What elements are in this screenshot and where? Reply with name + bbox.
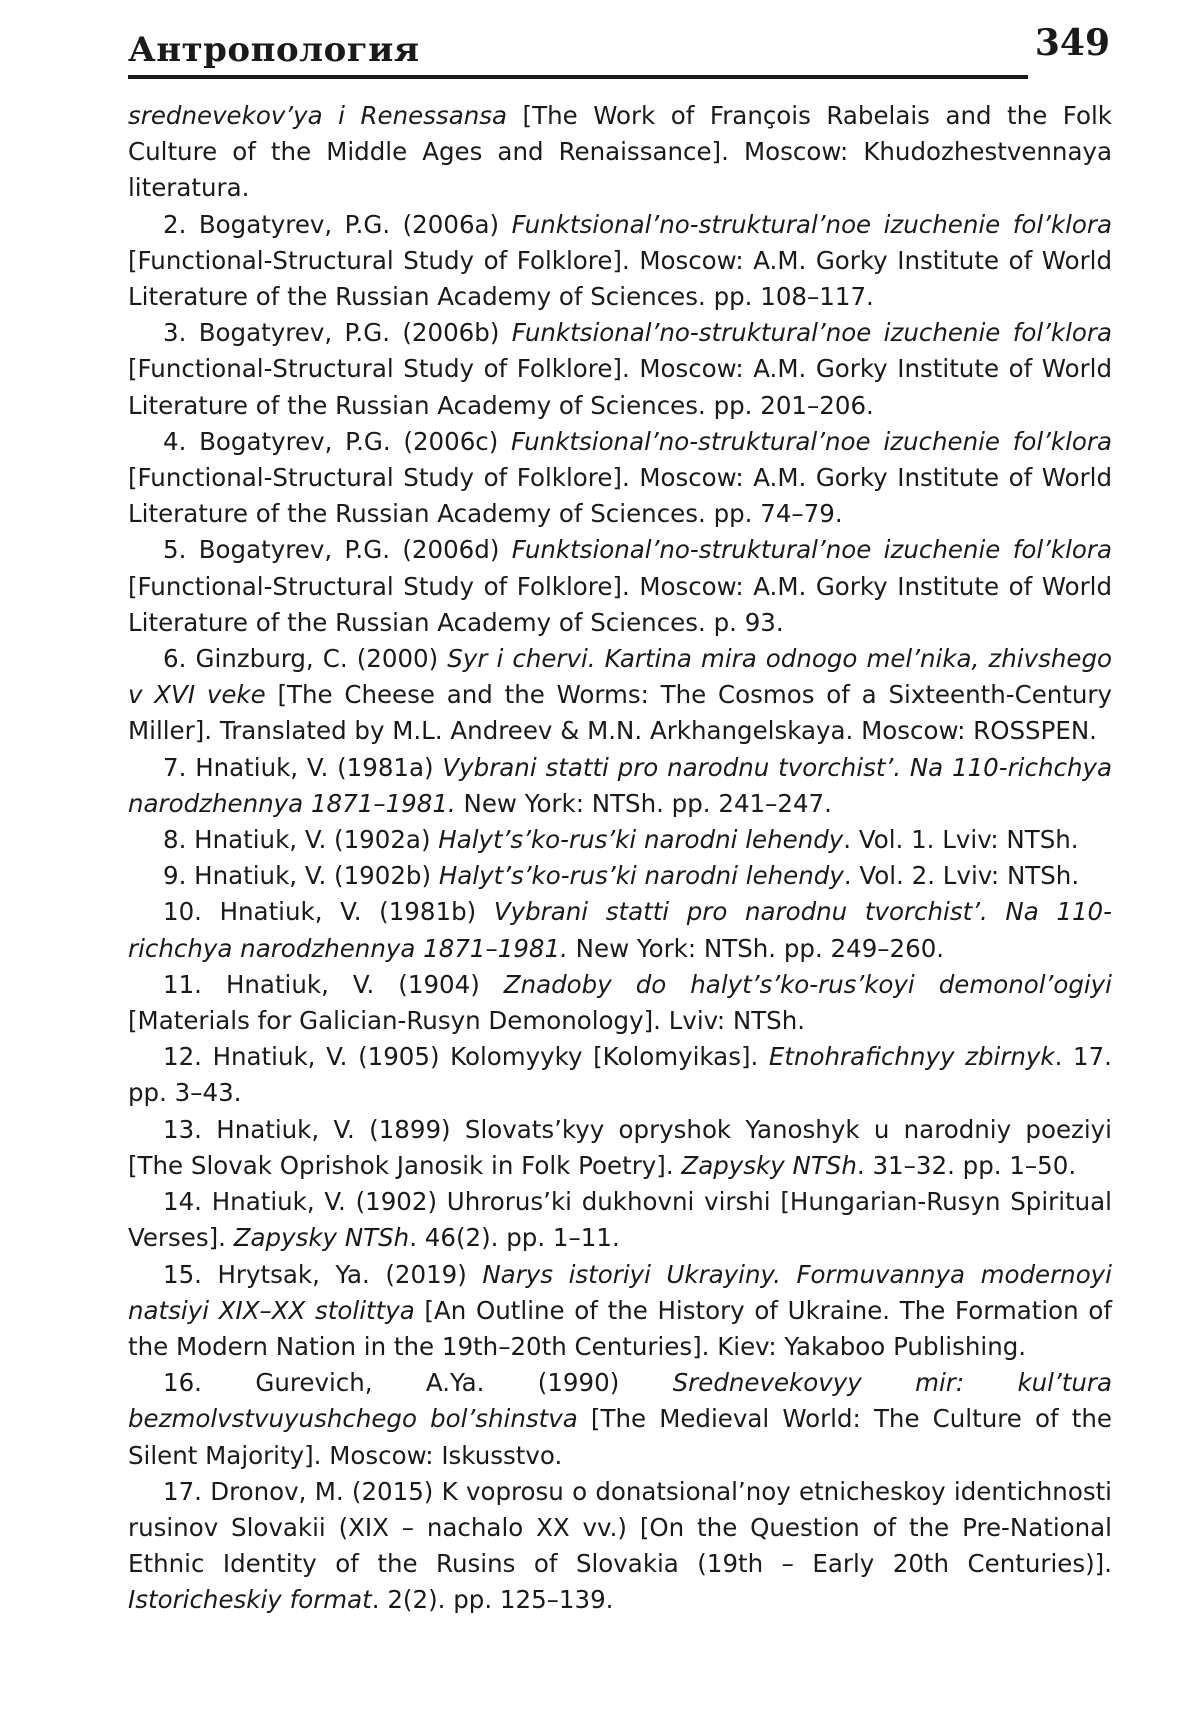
reference-entry xyxy=(128,1184,1112,1256)
reference-author: Bogatyrev, P.G. (2006a) xyxy=(186,209,512,239)
reference-title: Halyt’s’ko-rus’ki narodni lehendy xyxy=(438,825,844,855)
reference-entry xyxy=(128,641,1112,750)
reference-number: 10. xyxy=(163,897,202,927)
reference-number: 9. xyxy=(163,861,187,891)
reference-number: 5. xyxy=(163,535,187,565)
reference-entry xyxy=(128,1039,1112,1111)
reference-author: Hnatiuk, V. (1904) xyxy=(201,969,504,999)
reference-author: Bogatyrev, P.G. (2006c) xyxy=(186,426,512,456)
reference-entry xyxy=(128,1474,1112,1619)
reference-entry xyxy=(128,315,1112,424)
page-number: 349 xyxy=(1034,22,1110,64)
reference-author: Gurevich, A.Ya. (1990) xyxy=(201,1368,673,1398)
reference-title: Funktsional’no-struktural’noe izuchenie fol’klora xyxy=(511,318,1112,348)
reference-number: 15. xyxy=(163,1259,202,1289)
reference-author: Hnatiuk, V. (1905) Kolomyyky [Kolomyikas]. xyxy=(201,1042,769,1072)
reference-author: Hnatiuk, V. (1902) Uhrorus’ki dukhovni virshi [Hungarian-Rusyn Spiritual Verses]. xyxy=(128,1187,1112,1253)
reference-number: 8. xyxy=(163,825,187,855)
reference-details: . 31–32. pp. 1–50. xyxy=(856,1150,1077,1180)
reference-title: Vybrani statti pro narodnu tvorchist’. Na 110-richchya narodzhennya 1871–1981. xyxy=(128,897,1112,963)
reference-number: 2. xyxy=(163,209,187,239)
reference-title: Narys istoriyi Ukrayiny. Formuvannya modernoyi natsiyi XIX–XX stolittya xyxy=(128,1259,1112,1325)
reference-details: [The Work of François Rabelais and the Folk Culture of the Middle Ages and Renaissance]. Moscow: Khudozhestvennaya literatura. xyxy=(128,101,1112,203)
reference-details: [The Cheese and the Worms: The Cosmos of a Sixteenth-Century Miller]. Translated by M.L. Andreev & M.N. Arkhangelskaya. Moscow: ROSSPEN. xyxy=(128,680,1112,746)
reference-details: [Functional-Structural Study of Folklore]. Moscow: A.M. Gorky Institute of World Literature of the Russian Academy of Sciences. pp. 74–79. xyxy=(128,463,1112,529)
reference-title: Zapysky NTSh xyxy=(233,1223,410,1253)
reference-details: . Vol. 2. Lviv: NTSh. xyxy=(843,861,1080,891)
reference-author: Bogatyrev, P.G. (2006b) xyxy=(186,318,512,348)
reference-list xyxy=(128,98,1112,1619)
reference-title: Zapysky NTSh xyxy=(681,1150,857,1180)
reference-author: Dronov, M. (2015) K voprosu o donatsional’noy etnicheskoy identichnosti rusinov Slovakii (XIX – nachalo XX vv.) [On the Question of the Pre-National Ethnic Identity of the Rusins of Slovakia (19th – Early 20th Centuries)]. xyxy=(128,1476,1112,1579)
reference-details: [Functional-Structural Study of Folklore]. Moscow: A.M. Gorky Institute of World Literature of the Russian Academy of Sciences. pp. 108–117. xyxy=(128,245,1112,312)
reference-entry xyxy=(128,424,1112,533)
reference-number: 17. xyxy=(163,1476,202,1506)
reference-number: 6. xyxy=(163,644,187,674)
reference-details: . 17. pp. 3–43. xyxy=(128,1042,1112,1108)
reference-entry xyxy=(128,1365,1112,1474)
reference-entry-continuation xyxy=(128,98,1112,207)
reference-details: . Vol. 1. Lviv: NTSh. xyxy=(843,825,1079,855)
reference-entry xyxy=(128,207,1112,316)
reference-number: 13. xyxy=(163,1114,202,1144)
reference-entry xyxy=(128,858,1112,894)
reference-title: Halyt’s’ko-rus’ki narodni lehendy xyxy=(438,861,844,891)
reference-details: New York: NTSh. pp. 241–247. xyxy=(455,788,832,818)
reference-entry xyxy=(128,532,1112,641)
reference-title: Funktsional’no-struktural’noe izuchenie fol’klora xyxy=(511,426,1112,456)
reference-number: 16. xyxy=(163,1368,202,1398)
reference-entry xyxy=(128,750,1112,822)
reference-entry xyxy=(128,1257,1112,1366)
reference-entry xyxy=(128,1112,1112,1184)
reference-title: srednevekov’ya i Renessansa xyxy=(128,101,508,130)
reference-title: Srednevekovyy mir: kul’tura bezmolvstvuyushchego bol’shinstva xyxy=(128,1368,1112,1434)
reference-number: 12. xyxy=(163,1042,202,1072)
reference-title: Funktsional’no-struktural’noe izuchenie fol’klora xyxy=(511,535,1112,565)
reference-details: [The Medieval World: The Culture of the Silent Majority]. Moscow: Iskusstvo. xyxy=(128,1404,1112,1470)
reference-author: Hnatiuk, V. (1981b) xyxy=(201,897,494,927)
reference-details: [Materials for Galician-Rusyn Demonology]. Lviv: NTSh. xyxy=(128,1006,806,1036)
reference-details: . 46(2). pp. 1–11. xyxy=(409,1223,620,1253)
reference-title: Znadoby do halyt’s’ko-rus’koyi demonol’ogiyi xyxy=(503,969,1112,999)
reference-details: [An Outline of the History of Ukraine. The Formation of the Modern Nation in the 19th–20th Centuries]. Kiev: Yakaboo Publishing. xyxy=(128,1295,1112,1361)
reference-author: Hnatiuk, V. (1902b) xyxy=(186,861,439,891)
reference-title: Vybrani statti pro narodnu tvorchist’. Na 110-richchya narodzhennya 1871–1981. xyxy=(128,752,1112,818)
reference-details: [Functional-Structural Study of Folklore]. Moscow: A.M. Gorky Institute of World Literature of the Russian Academy of Sciences. p. 93. xyxy=(128,571,1112,637)
reference-number: 11. xyxy=(163,969,202,999)
reference-entry xyxy=(128,967,1112,1039)
reference-author: Hnatiuk, V. (1981a) xyxy=(186,752,443,782)
running-header-title: Антропология xyxy=(128,30,420,70)
reference-details: [Functional-Structural Study of Folklore]. Moscow: A.M. Gorky Institute of World Literature of the Russian Academy of Sciences. pp. 201–206. xyxy=(128,354,1112,420)
reference-title: Funktsional’no-struktural’noe izuchenie fol’klora xyxy=(511,209,1112,239)
reference-author: Ginzburg, C. (2000) xyxy=(186,644,448,674)
reference-title: Istoricheskiy format xyxy=(128,1585,372,1615)
header-rule xyxy=(128,75,1028,79)
reference-entry xyxy=(128,894,1112,966)
reference-number: 7. xyxy=(163,752,187,782)
reference-title: Etnohrafichnyy zbirnyk xyxy=(768,1042,1055,1072)
reference-number: 4. xyxy=(163,426,187,456)
reference-number: 14. xyxy=(163,1187,202,1217)
reference-author: Hnatiuk, V. (1899) Slovats’kyy opryshok Yanoshyk u narodniy poeziyi [The Slovak Oprishok Janosik in Folk Poetry]. xyxy=(128,1114,1112,1180)
reference-number: 3. xyxy=(163,318,187,348)
reference-author: Hrytsak, Ya. (2019) xyxy=(201,1259,483,1289)
reference-author: Hnatiuk, V. (1902a) xyxy=(186,825,439,855)
reference-entry xyxy=(128,822,1112,858)
reference-details: . 2(2). pp. 125–139. xyxy=(371,1585,614,1615)
reference-title: Syr i chervi. Kartina mira odnogo mel’nika, zhivshego v XVI veke xyxy=(128,644,1112,710)
reference-details: New York: NTSh. pp. 249–260. xyxy=(567,933,945,963)
reference-author: Bogatyrev, P.G. (2006d) xyxy=(186,535,512,565)
